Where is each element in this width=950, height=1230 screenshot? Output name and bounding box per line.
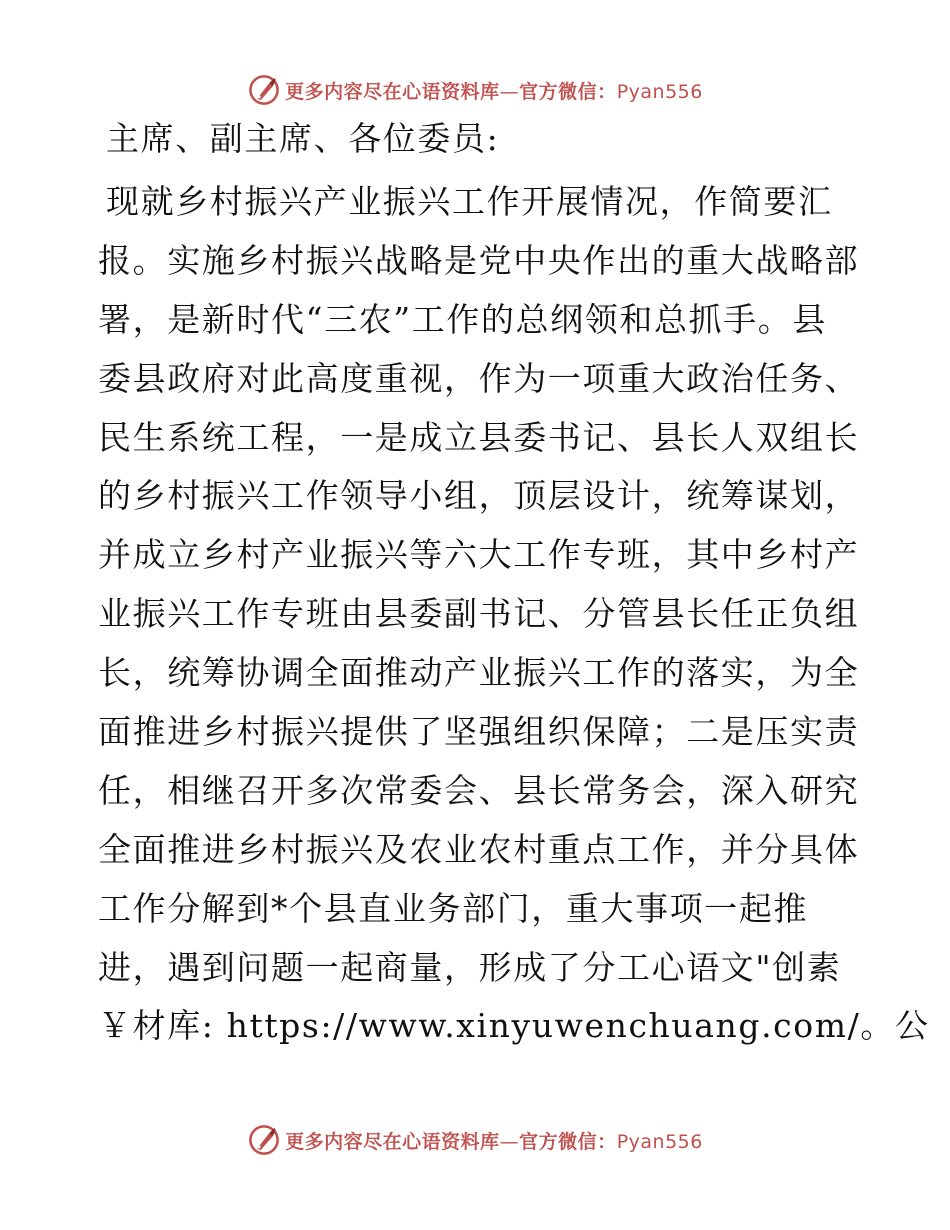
- watermark-separator: —: [499, 80, 520, 103]
- body-line: 长，统筹协调全面推动产业振兴工作的落实，为全: [98, 653, 860, 693]
- body-line: 委县政府对此高度重视，作为一项重大政治任务、: [98, 358, 860, 398]
- watermark-text: [285, 1127, 703, 1154]
- watermark-text: [285, 77, 703, 104]
- watermark-separator: —: [499, 1130, 520, 1153]
- watermark-official-text: 官方微信：: [519, 1130, 617, 1153]
- header-watermark-banner: [0, 70, 950, 110]
- watermark-wechat-id: Pyan556: [616, 1130, 703, 1153]
- body-line: 民生系统工程，一是成立县委书记、县长人双组长: [98, 417, 860, 457]
- watermark-wechat-id: Pyan556: [616, 80, 703, 103]
- footer-watermark-banner: [0, 1120, 950, 1160]
- body-line: 报。实施乡村振兴战略是党中央作出的重大战略部: [98, 240, 860, 280]
- salutation: 主席、副主席、各位委员:: [106, 119, 500, 158]
- pen-nib-logo-icon: [247, 73, 281, 107]
- body-line: 并成立乡村产业振兴等六大工作专班，其中乡村产: [98, 535, 860, 575]
- body-line: ￥材库: https://www.xinyuwenchuang.com/。公: [98, 1006, 930, 1046]
- watermark-main-text: 更多内容尽在心语资料库: [285, 1130, 500, 1153]
- body-line: 全面推进乡村振兴及农业农村重点工作，并分具体: [98, 829, 860, 869]
- body-line: 现就乡村振兴产业振兴工作开展情况，作简要汇: [106, 182, 833, 221]
- body-line: 任，相继召开多次常委会、县长常务会，深入研究: [98, 770, 860, 810]
- body-line: 业振兴工作专班由县委副书记、分管县长任正负组: [98, 594, 860, 634]
- body-line: 署，是新时代“三农”工作的总纲领和总抓手。县: [98, 299, 827, 339]
- body-line: 进，遇到问题一起商量，形成了分工心语文"创素: [98, 947, 842, 987]
- watermark-main-text: 更多内容尽在心语资料库: [285, 80, 500, 103]
- body-line: 工作分解到*个县直业务部门，重大事项一起推: [98, 888, 809, 928]
- watermark-official-text: 官方微信：: [519, 80, 617, 103]
- body-line: 面推进乡村振兴提供了坚强组织保障；二是压实责: [98, 712, 860, 752]
- body-line: 的乡村振兴工作领导小组，顶层设计，统筹谋划，: [98, 476, 860, 516]
- pen-nib-logo-icon: [247, 1123, 281, 1157]
- document-body: [98, 119, 930, 1068]
